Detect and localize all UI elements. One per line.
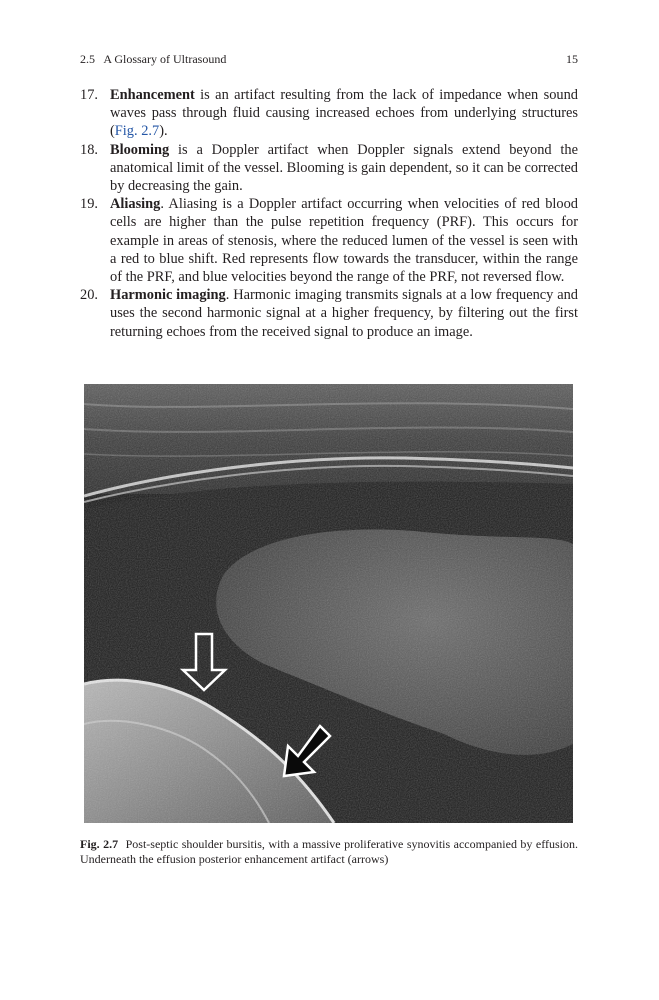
entry-text: is an artifact resulting from the lack of impedance when sound waves pass through fluid causing increased echoes from underlying structures ( (110, 87, 578, 140)
entry-text: . Aliasing is a Doppler artifact occurring when velocities of red blood cells are higher than the pulse repetition frequency (PRF). This occurs for example in areas of stenosis, where the reduced lumen of the vessel is seen with a red to blue shift. Red represents flow towards the transducer, within the range of the PRF, and blue velocities beyond the range of the PRF, not reversed flow. (110, 196, 578, 286)
entry-number: 18. (80, 141, 98, 158)
section-title: 2.5 A Glossary of Ultrasound (80, 52, 227, 66)
ultrasound-image (84, 384, 573, 823)
entry-term: Blooming (110, 141, 170, 158)
glossary-entry-harmonic-imaging (80, 286, 578, 341)
ultrasound-scan (84, 384, 573, 823)
entry-number: 19. (80, 196, 98, 213)
caption-text: Post-septic shoulder bursitis, with a massive proliferative synovitis accompanied by effusion. Underneath the effusion posterior enhancement artifact (arrows) (80, 837, 578, 866)
page-number: 15 (566, 52, 578, 66)
entry-number: 20. (80, 287, 98, 304)
entry-text-end: ). (159, 123, 168, 140)
figure-label: Fig. 2.7 (80, 837, 119, 851)
glossary-list (80, 86, 578, 341)
glossary-entry-enhancement (80, 86, 578, 141)
entry-number: 17. (80, 87, 98, 103)
glossary-entry-blooming (80, 141, 578, 196)
entry-text: is a Doppler artifact when Doppler signals extend beyond the anatomical limit of the vessel. Blooming is gain dependent, so it can be corrected by decreasing the gain. (110, 141, 578, 195)
entry-term: Enhancement (110, 87, 195, 103)
glossary-entry-aliasing (80, 195, 578, 286)
figure-reference-link[interactable]: Fig. 2.7 (114, 123, 160, 140)
entry-term: Harmonic imaging (110, 287, 226, 304)
figure-caption (80, 837, 578, 867)
entry-term: Aliasing (110, 196, 161, 213)
entry-text: . Harmonic imaging transmits signals at a low frequency and uses the second harmonic signal at a higher frequency, by filtering out the first returning echoes from the received signal to produce an image. (110, 287, 578, 340)
running-head (80, 52, 578, 66)
